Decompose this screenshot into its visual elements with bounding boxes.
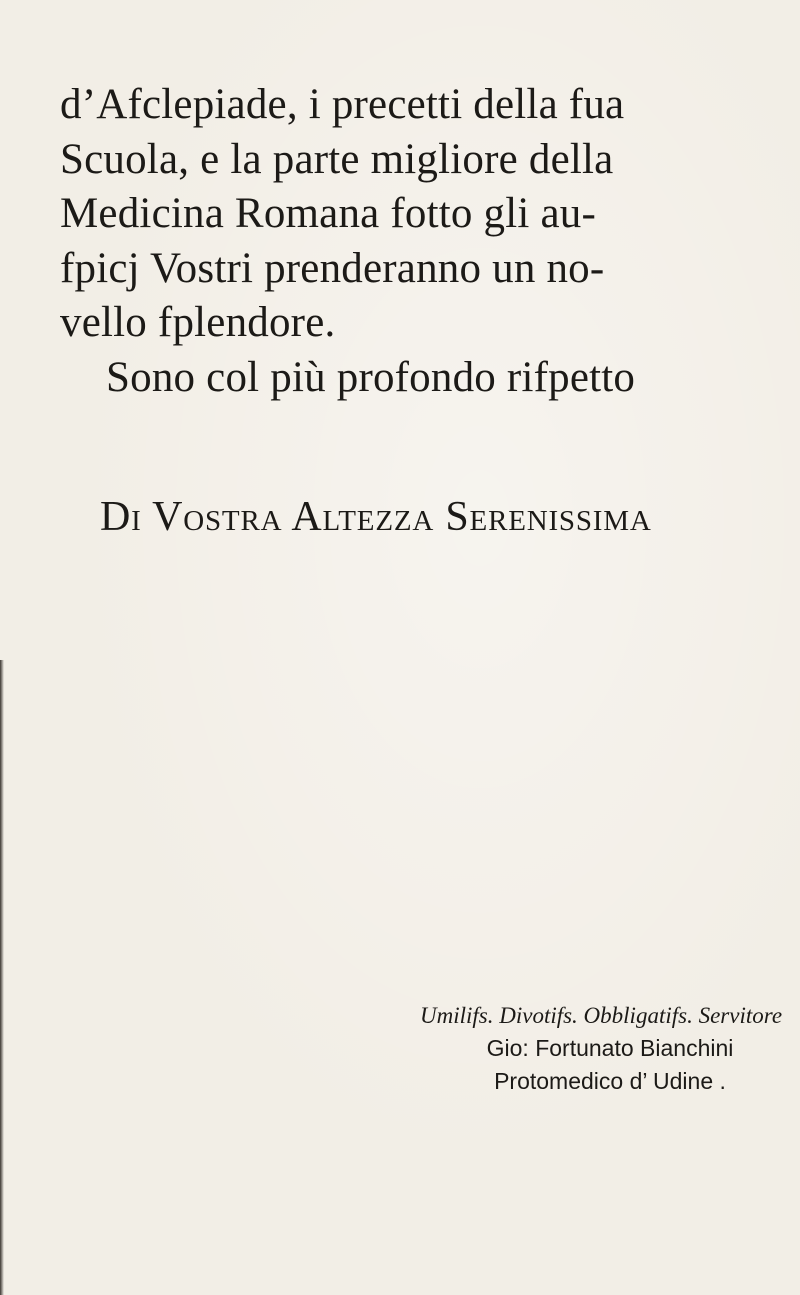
body-line-5: vello fplendore. bbox=[60, 299, 336, 346]
signature-role: Protomedico d’ Udine . bbox=[494, 1068, 726, 1094]
signature-title: Umilifs. Divotifs. Obbligatifs. Servitore bbox=[420, 1003, 783, 1028]
signature-name: Gio: Fortunato Bianchini bbox=[486, 1035, 734, 1061]
closing-salutation: Di Vostra Altezza Serenissima bbox=[100, 494, 652, 540]
signature-block bbox=[420, 1000, 783, 1098]
letter-body bbox=[60, 78, 750, 405]
respect-line: Sono col più profondo rifpetto bbox=[106, 353, 636, 401]
body-line-3: Medicina Romana fotto gli au- bbox=[60, 190, 596, 237]
body-line-2: Scuola, e la parte migliore della bbox=[60, 135, 614, 183]
page-binding-edge bbox=[0, 660, 4, 1295]
body-line-4: fpicj Vostri prenderanno un no- bbox=[60, 244, 605, 292]
body-line-1: d’Afclepiade, i precetti della fua bbox=[60, 81, 625, 128]
